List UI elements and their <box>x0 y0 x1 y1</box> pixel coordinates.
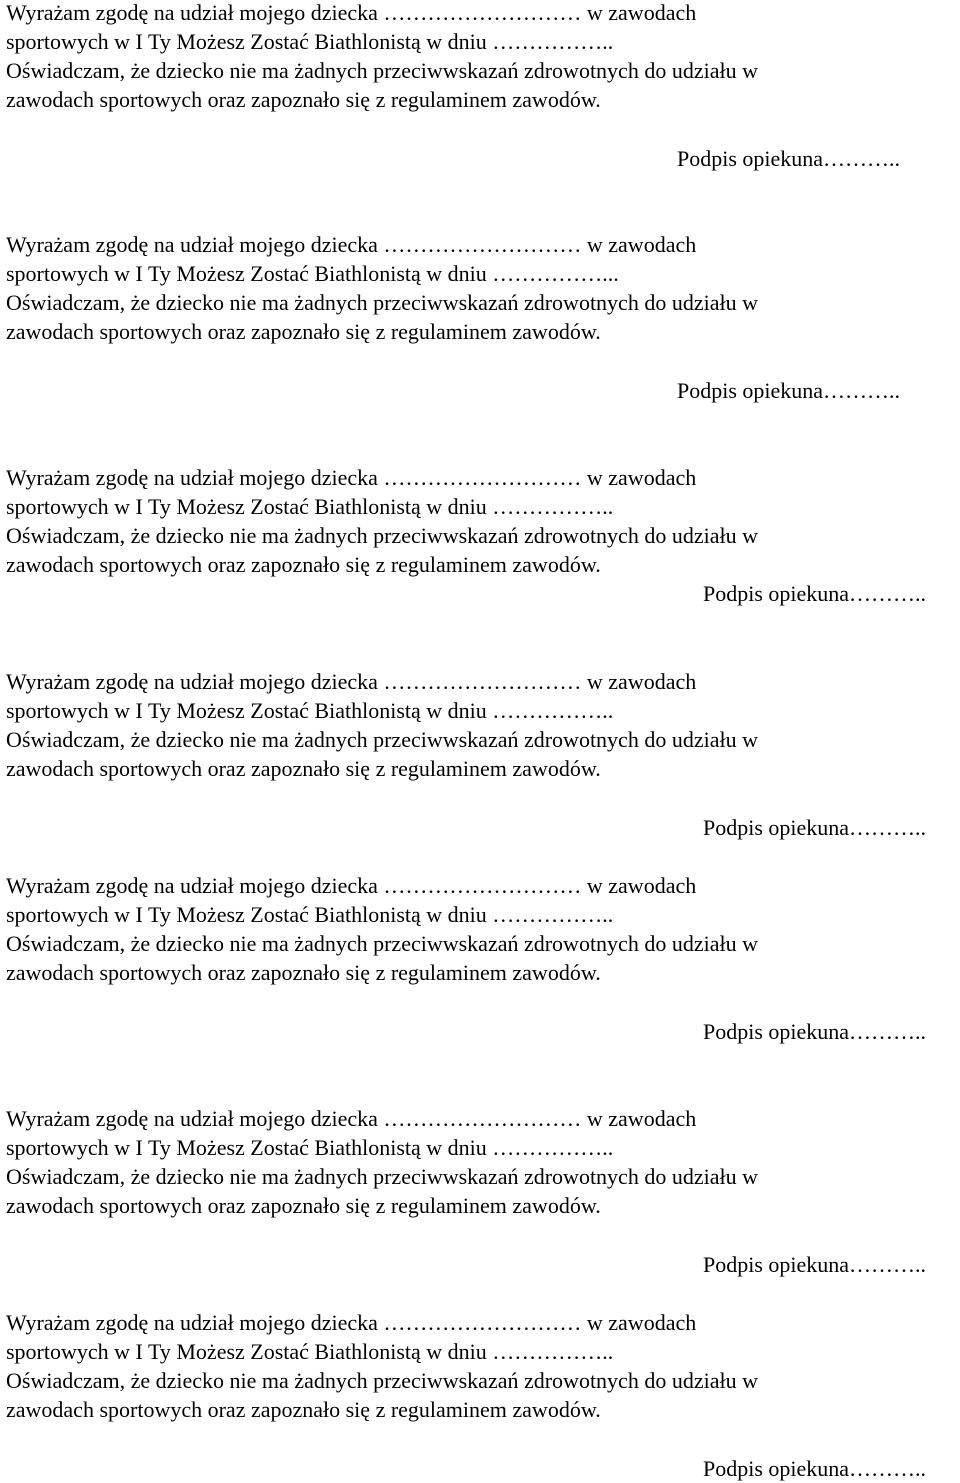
consent-line-2: sportowych w I Ty Możesz Zostać Biathlonistą w dniu …………….. <box>6 902 614 927</box>
consent-line-3: Oświadczam, że dziecko nie ma żadnych przeciwwskazań zdrowotnych do udziału w <box>6 523 758 548</box>
consent-line-1: Wyrażam zgodę na udział mojego dziecka ……………………… w zawodach <box>6 465 697 490</box>
guardian-signature: Podpis opiekuna……….. <box>703 581 927 606</box>
consent-line-3: Oświadczam, że dziecko nie ma żadnych przeciwwskazań zdrowotnych do udziału w <box>6 727 758 752</box>
consent-line-1: Wyrażam zgodę na udział mojego dziecka ……………………… w zawodach <box>6 1106 697 1131</box>
consent-line-1: Wyrażam zgodę na udział mojego dziecka ……………………… w zawodach <box>6 873 697 898</box>
consent-line-4: zawodach sportowych oraz zapoznało się z regulaminem zawodów. <box>6 552 601 577</box>
consent-line-4: zawodach sportowych oraz zapoznało się z regulaminem zawodów. <box>6 319 601 344</box>
guardian-signature: Podpis opiekuna……….. <box>703 815 927 840</box>
consent-line-4: zawodach sportowych oraz zapoznało się z regulaminem zawodów. <box>6 1397 601 1422</box>
guardian-signature: Podpis opiekuna……….. <box>677 378 901 403</box>
consent-line-2: sportowych w I Ty Możesz Zostać Biathlonistą w dniu …………….. <box>6 1135 614 1160</box>
consent-line-4: zawodach sportowych oraz zapoznało się z regulaminem zawodów. <box>6 87 601 112</box>
consent-line-2: sportowych w I Ty Możesz Zostać Biathlonistą w dniu …………….. <box>6 29 614 54</box>
consent-line-3: Oświadczam, że dziecko nie ma żadnych przeciwwskazań zdrowotnych do udziału w <box>6 1164 758 1189</box>
consent-line-2: sportowych w I Ty Możesz Zostać Biathlonistą w dniu …………….. <box>6 698 614 723</box>
consent-line-1: Wyrażam zgodę na udział mojego dziecka ……………………… w zawodach <box>6 669 697 694</box>
guardian-signature: Podpis opiekuna……….. <box>703 1456 927 1481</box>
consent-line-3: Oświadczam, że dziecko nie ma żadnych przeciwwskazań zdrowotnych do udziału w <box>6 290 758 315</box>
consent-line-1: Wyrażam zgodę na udział mojego dziecka ……………………… w zawodach <box>6 232 697 257</box>
consent-line-2: sportowych w I Ty Możesz Zostać Biathlonistą w dniu ……………... <box>6 261 619 286</box>
consent-line-3: Oświadczam, że dziecko nie ma żadnych przeciwwskazań zdrowotnych do udziału w <box>6 58 758 83</box>
guardian-signature: Podpis opiekuna……….. <box>677 146 901 171</box>
consent-line-2: sportowych w I Ty Możesz Zostać Biathlonistą w dniu …………….. <box>6 494 614 519</box>
guardian-signature: Podpis opiekuna……….. <box>703 1019 927 1044</box>
consent-line-3: Oświadczam, że dziecko nie ma żadnych przeciwwskazań zdrowotnych do udziału w <box>6 931 758 956</box>
consent-line-4: zawodach sportowych oraz zapoznało się z regulaminem zawodów. <box>6 1193 601 1218</box>
consent-line-1: Wyrażam zgodę na udział mojego dziecka ……………………… w zawodach <box>6 0 697 25</box>
consent-line-1: Wyrażam zgodę na udział mojego dziecka ……………………… w zawodach <box>6 1310 697 1335</box>
consent-line-2: sportowych w I Ty Możesz Zostać Biathlonistą w dniu …………….. <box>6 1339 614 1364</box>
consent-line-3: Oświadczam, że dziecko nie ma żadnych przeciwwskazań zdrowotnych do udziału w <box>6 1368 758 1393</box>
consent-line-4: zawodach sportowych oraz zapoznało się z regulaminem zawodów. <box>6 756 601 781</box>
consent-line-4: zawodach sportowych oraz zapoznało się z regulaminem zawodów. <box>6 960 601 985</box>
guardian-signature: Podpis opiekuna……….. <box>703 1252 927 1277</box>
